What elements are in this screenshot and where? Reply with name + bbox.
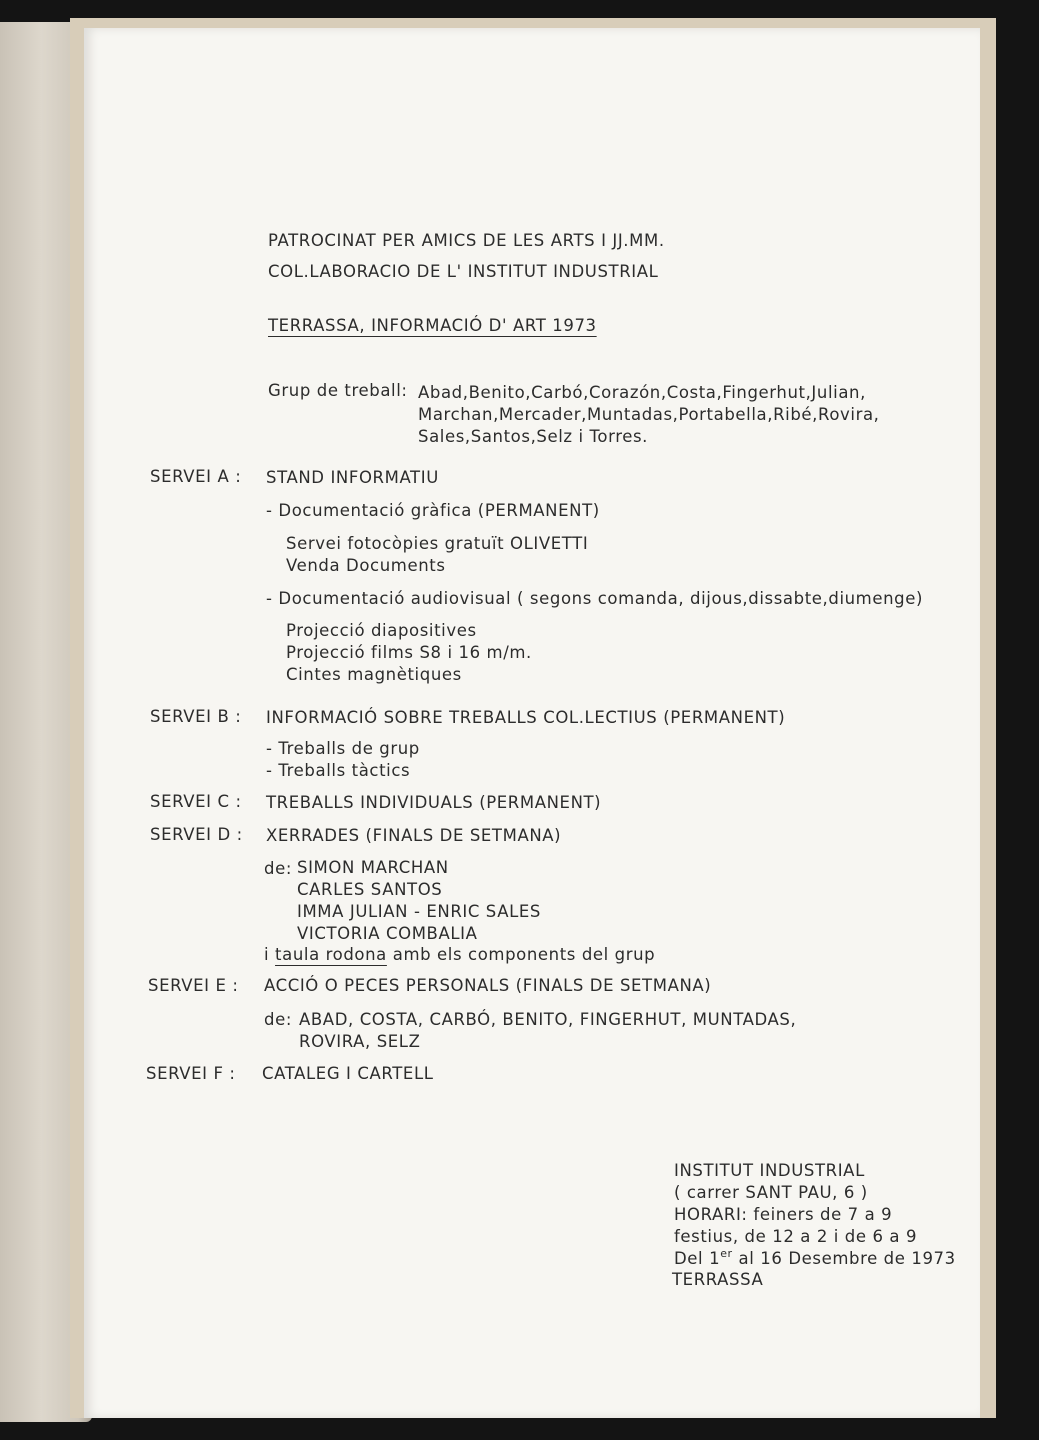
footer-line-2: ( carrer SANT PAU, 6 ) [674,1183,868,1202]
round-table-prefix: i [264,945,270,964]
header-line-1: PATROCINAT PER AMICS DE LES ARTS I JJ.MM. [268,231,665,250]
group-members-line-3: Sales,Santos,Selz i Torres. [418,427,649,446]
round-table-underlined: taula rodona [275,945,387,964]
document-title: TERRASSA, INFORMACIÓ D' ART 1973 [268,316,597,335]
footer-line-3: HORARI: feiners de 7 a 9 [674,1205,893,1224]
service-d-title: XERRADES (FINALS DE SETMANA) [266,826,562,845]
group-members-line-1: Abad,Benito,Carbó,Corazón,Costa,Fingerhut,Julian, [418,383,866,402]
group-label: Grup de treball: [268,381,408,400]
service-b-item-2: - Treballs tàctics [266,761,411,780]
service-b-label: SERVEI B : [150,707,242,726]
footer-line-1: INSTITUT INDUSTRIAL [674,1161,865,1180]
service-a-item-1-sub-2: Venda Documents [286,556,446,575]
speaker-3: IMMA JULIAN - ENRIC SALES [297,902,541,921]
round-table-suffix: amb els components del grup [392,945,656,964]
service-e-line-2: ROVIRA, SELZ [299,1032,421,1051]
service-a-item-2-sub-1: Projecció diapositives [286,621,477,640]
speaker-1: SIMON MARCHAN [297,858,449,877]
service-e-label: SERVEI E : [148,976,239,995]
service-a-item-1: - Documentació gràfica (PERMANENT) [266,501,600,520]
service-d-de-label: de: [264,859,292,878]
footer-line-6: TERRASSA [672,1270,764,1289]
document-page [84,28,980,1418]
service-a-label: SERVEI A : [150,467,242,486]
service-a-item-2: - Documentació audiovisual ( segons comanda, dijous,dissabte,diumenge) [266,589,924,608]
service-c-title: TREBALLS INDIVIDUALS (PERMANENT) [266,793,602,812]
service-e-line-1: ABAD, COSTA, CARBÓ, BENITO, FINGERHUT, MUNTADAS, [299,1010,797,1029]
group-members-line-2: Marchan,Mercader,Muntadas,Portabella,Ribé,Rovira, [418,405,880,424]
service-e-title: ACCIÓ O PECES PERSONALS (FINALS DE SETMANA) [264,976,712,995]
service-a-item-1-sub-1: Servei fotocòpies gratuït OLIVETTI [286,534,589,553]
footer-line-5-sup: er [720,1247,733,1260]
service-e-de-label: de: [264,1010,292,1029]
footer-line-5-suffix: al 16 Desembre de 1973 [732,1249,956,1268]
footer-line-4: festius, de 12 a 2 i de 6 a 9 [674,1227,918,1246]
service-d-label: SERVEI D : [150,825,243,844]
footer-line-5-prefix: Del 1 [674,1249,721,1268]
speaker-4: VICTORIA COMBALIA [297,924,478,943]
service-b-item-1: - Treballs de grup [266,739,420,758]
speaker-2: CARLES SANTOS [297,880,443,899]
service-a-item-2-sub-3: Cintes magnètiques [286,665,462,684]
service-a-title: STAND INFORMATIU [266,468,439,487]
service-b-title: INFORMACIÓ SOBRE TREBALLS COL.LECTIUS (PERMANENT) [266,708,786,727]
service-f-title: CATALEG I CARTELL [262,1064,434,1083]
service-c-label: SERVEI C : [150,792,242,811]
header-line-2: COL.LABORACIO DE L' INSTITUT INDUSTRIAL [268,262,659,281]
service-f-label: SERVEI F : [146,1064,236,1083]
service-a-item-2-sub-2: Projecció films S8 i 16 m/m. [286,643,532,662]
round-table-line [264,944,655,966]
